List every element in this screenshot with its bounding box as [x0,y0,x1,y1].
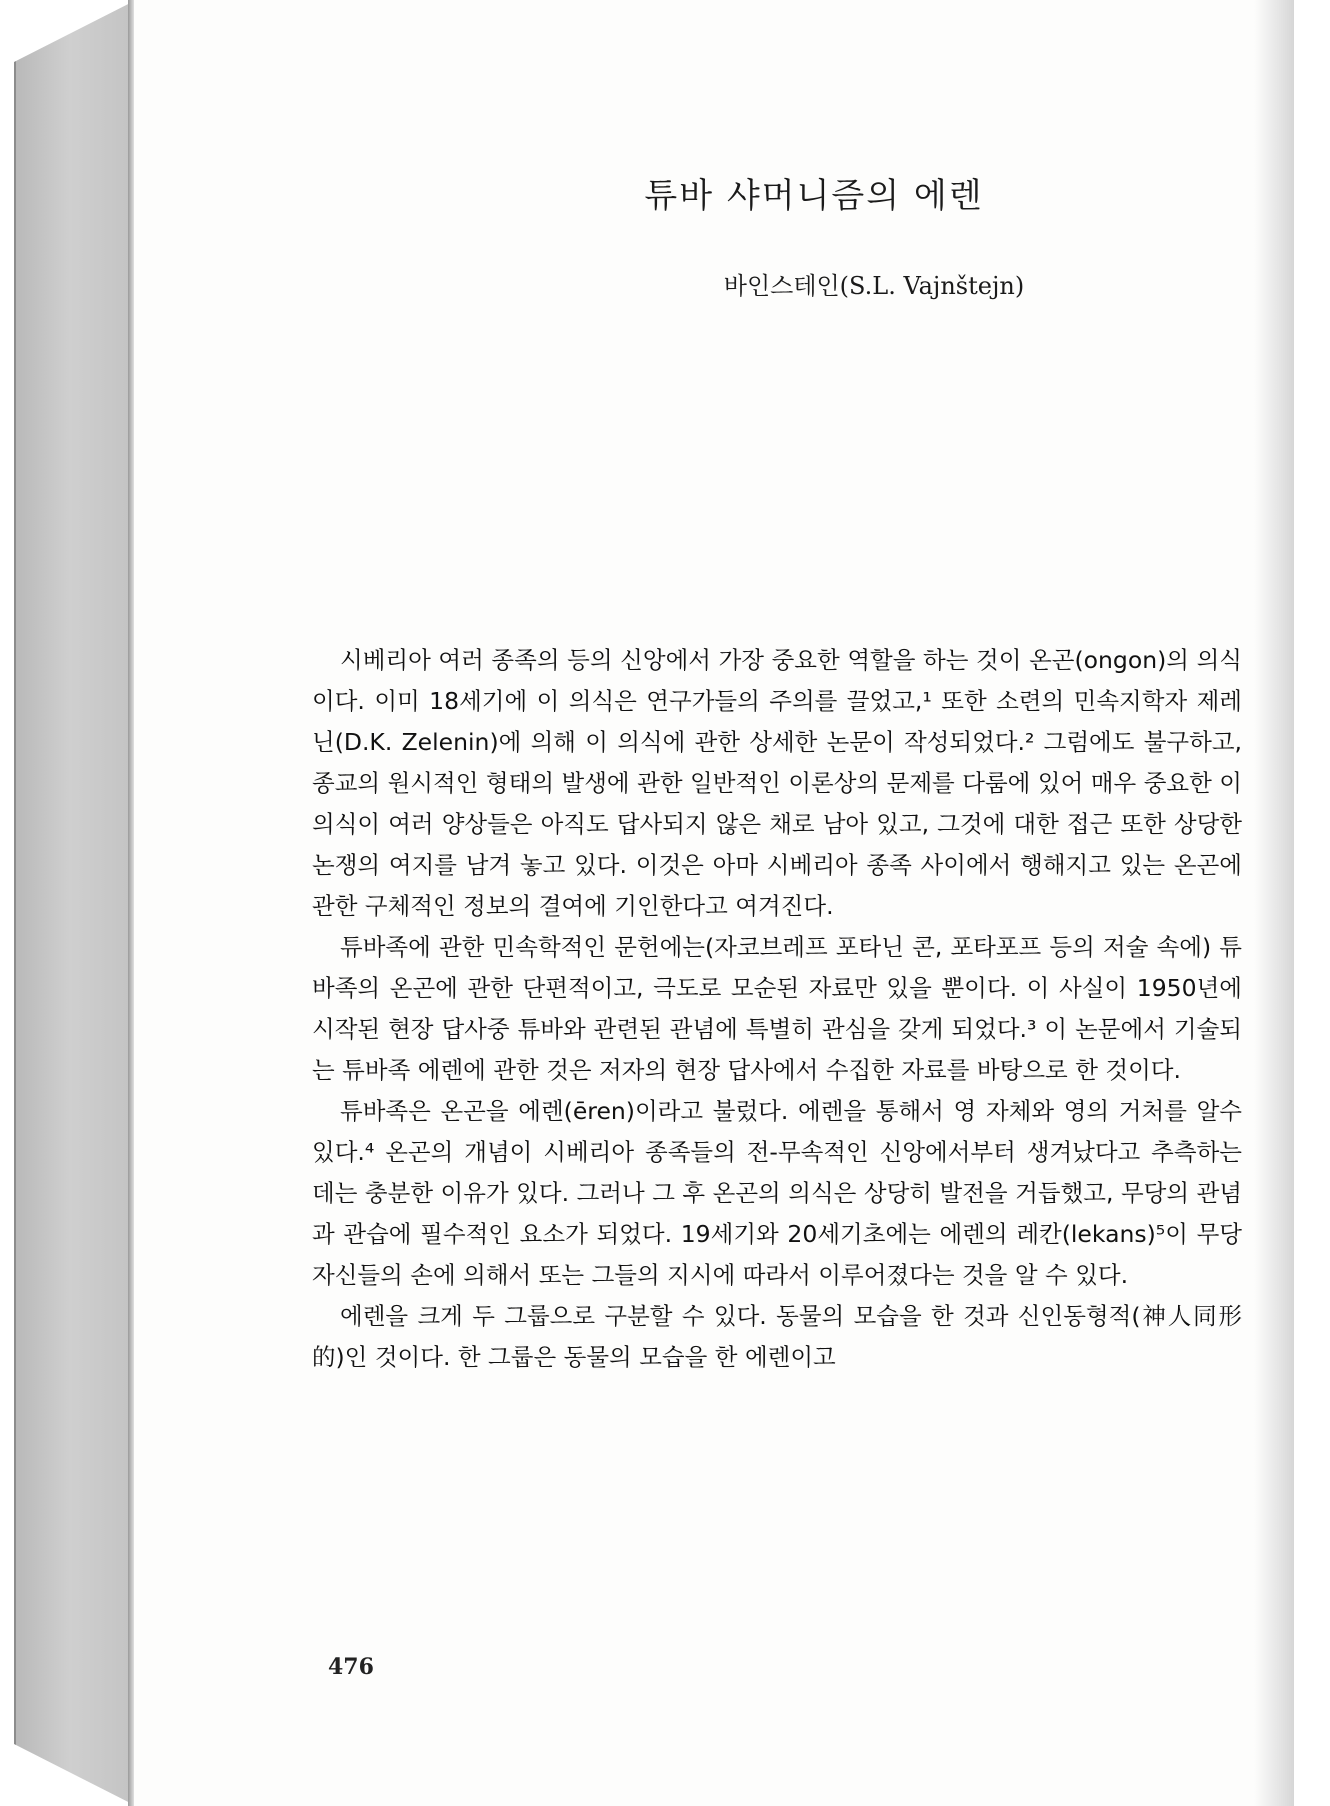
page-number: 476 [328,1654,374,1680]
paragraph-3: 튜바족은 온곤을 에렌(ēren)이라고 불렀다. 에렌을 통해서 영 자체와 영의 거처를 알수 있다.⁴ 온곤의 개념이 시베리아 종족들의 전-무속적인 신앙에서부터 생겨났다고 추측하는 데는 충분한 이유가 있다. 그러나 그 후 온곤의 의식은 상당히 발전을 거듭했고, 무당의 관념과 관습에 필수적인 요소가 되었다. 19세기와 20세기초에는 에렌의 레칸(lekans)⁵이 무당 자신들의 손에 의해서 또는 그들의 지시에 따라서 이루어졌다는 것을 알 수 있다. [312,1097,1242,1289]
paragraph-2: 튜바족에 관한 민속학적인 문헌에는(자코브레프 포타닌 콘, 포타포프 등의 저술 속에) 튜바족의 온곤에 관한 단편적이고, 극도로 모순된 자료만 있을 뿐이다. 이 사실이 1950년에 시작된 현장 답사중 튜바와 관련된 관념에 특별히 관심을 갖게 되었다.³ 이 논문에서 기술되는 튜바족 에렌에 관한 것은 저자의 현장 답사에서 수집한 자료를 바탕으로 한 것이다. [312,933,1242,1084]
paragraph-4: 에렌을 크게 두 그룹으로 구분할 수 있다. 동물의 모습을 한 것과 신인동형적(神人同形的)인 것이다. 한 그룹은 동물의 모습을 한 에렌이고 [312,1302,1242,1371]
article-author: 바인스테인(S.L. Vajnštejn) [723,272,1025,300]
article-body [312,640,1242,1378]
paragraph-1: 시베리아 여러 종족의 등의 신앙에서 가장 중요한 역할을 하는 것이 온곤(ongon)의 의식이다. 이미 18세기에 이 의식은 연구가들의 주의를 끌었고,¹ 또한 소련의 민속지학자 제레닌(D.K. Zelenin)에 의해 이 의식에 관한 상세한 논문이 작성되었다.² 그럼에도 불구하고, 종교의 원시적인 형태의 발생에 관한 일반적인 이론상의 문제를 다룸에 있어 매우 중요한 이 의식이 여러 양상들은 아직도 답사되지 않은 채로 남아 있고, 그것에 대한 접근 또한 상당한 논쟁의 여지를 남겨 놓고 있다. 이것은 아마 시베리아 종족 사이에서 행해지고 있는 온곤에 관한 구체적인 정보의 결여에 기인한다고 여겨진다. [312,646,1242,920]
article-title: 튜바 샤머니즘의 에렌 [644,176,984,216]
book-spine [14,0,136,1806]
